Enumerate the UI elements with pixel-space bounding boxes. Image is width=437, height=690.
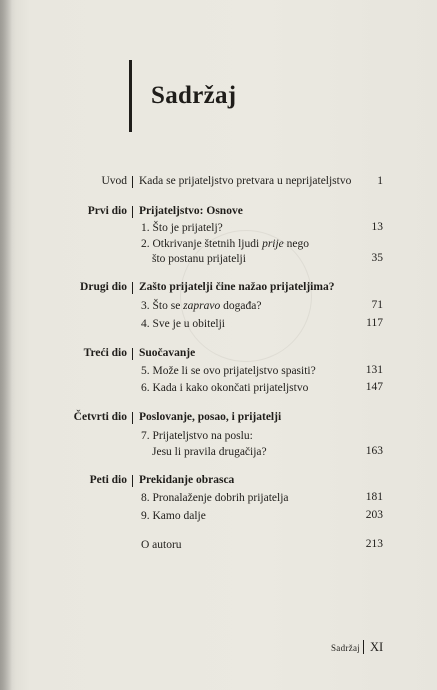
chapter-2-text-b: nego <box>283 238 310 250</box>
intro-title: Kada se prijateljstvo pretvara u neprijateljstvo <box>139 175 352 187</box>
chapter-9: 9. Kamo dalje <box>141 510 206 522</box>
intro-page: 1 <box>377 175 383 187</box>
page-title: Sadržaj <box>151 82 237 109</box>
part-3-label: Treći dio <box>83 347 127 359</box>
chapter-7-line-2: Jesu li pravila drugačija? <box>152 446 267 458</box>
intro-label: Uvod <box>101 175 127 187</box>
chapter-3-text-b: događa? <box>220 300 262 312</box>
separator-bar <box>132 282 133 294</box>
part-4-label: Četvrti dio <box>73 411 127 423</box>
part-2-title: Zašto prijatelji čine nažao prijateljima? <box>139 281 335 293</box>
part-1-label: Prvi dio <box>87 205 127 217</box>
footer-separator <box>363 640 364 654</box>
part-3-title: Suočavanje <box>139 347 196 359</box>
chapter-1: 1. Što je prijatelj? <box>141 222 223 234</box>
chapter-6-page: 147 <box>365 381 383 393</box>
chapter-1-page: 13 <box>371 221 383 233</box>
chapter-2-line-2: što postanu prijatelji <box>152 253 246 265</box>
separator-bar <box>132 176 133 188</box>
chapter-5: 5. Može li se ovo prijateljstvo spasiti? <box>141 365 316 377</box>
chapter-7-line-1: 7. Prijateljstvo na poslu: <box>141 430 253 442</box>
separator-bar <box>132 206 133 218</box>
chapter-8-page: 181 <box>365 491 383 503</box>
separator-bar <box>132 412 133 424</box>
about-author-page: 213 <box>365 538 383 550</box>
chapter-3-page: 71 <box>371 299 383 311</box>
chapter-2-line-1 <box>141 237 309 251</box>
about-author: O autoru <box>141 539 182 551</box>
chapter-4-page: 117 <box>366 317 383 329</box>
chapter-7-page: 163 <box>365 445 383 457</box>
chapter-3 <box>141 299 261 313</box>
page-number: XI <box>370 640 384 654</box>
chapter-4: 4. Sve je u obitelji <box>141 318 226 330</box>
chapter-8: 8. Pronalaženje dobrih prijatelja <box>141 492 289 504</box>
part-1-title: Prijateljstvo: Osnove <box>139 205 243 217</box>
part-2-label: Drugi dio <box>80 281 127 293</box>
chapter-6: 6. Kada i kako okončati prijateljstvo <box>141 382 309 394</box>
separator-bar <box>132 348 133 360</box>
running-footer-label: Sadržaj <box>331 643 361 653</box>
separator-bar <box>132 475 133 487</box>
chapter-5-page: 131 <box>365 364 383 376</box>
chapter-2-text-a: 2. Otkrivanje štetnih ljudi <box>141 238 263 250</box>
chapter-3-emphasis: zapravo <box>183 300 221 312</box>
chapter-2-page: 35 <box>371 252 383 264</box>
chapter-9-page: 203 <box>365 509 383 521</box>
part-5-title: Prekidanje obrasca <box>139 474 235 486</box>
part-5-label: Peti dio <box>89 474 127 486</box>
chapter-3-text-a: 3. Što se <box>141 300 184 312</box>
part-4-title: Poslovanje, posao, i prijatelji <box>139 411 282 423</box>
chapter-2-emphasis: prije <box>262 238 284 250</box>
